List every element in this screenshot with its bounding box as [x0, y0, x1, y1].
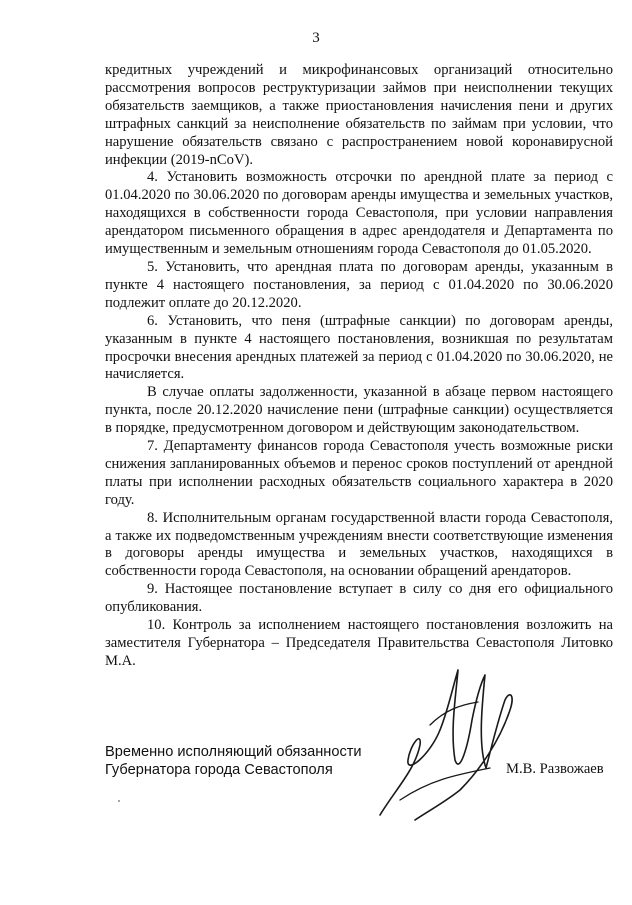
paragraph-item-5: 5. Установить, что арендная плата по договорам аренды, указанным в пункте 4 настоящего постановления, за период с 01.04.2020 по 30.06.2020 подлежит оплате до 20.12.2020. — [105, 258, 613, 311]
paragraph-item-4: 4. Установить возможность отсрочки по арендной плате за период с 01.04.2020 по 30.06.2020 по договорам аренды имущества и земельных участков, находящихся в собственности города Севастополя, при условии направления арендатором письменного обращения в адрес арендодателя и Департамента по имущественным и земельным отношениям города Севастополя до 01.05.2020. — [105, 169, 613, 258]
signatory-title-line1: Временно исполняющий обязанности — [105, 744, 362, 760]
document-body — [105, 62, 613, 671]
signatory-name: М.В. Развожаев — [506, 761, 604, 777]
paragraph-item-8: 8. Исполнительным органам государственной власти города Севастополя, а также их подведомственным учреждениям внести соответствующие изменения в договоры аренды имущества и земельных участков, находящихся в собственности города Севастополя, на основании обращений арендаторов. — [105, 509, 613, 580]
scan-speck — [118, 800, 120, 802]
page-number: 3 — [312, 30, 320, 46]
paragraph-item-7: 7. Департаменту финансов города Севастополя учесть возможные риски снижения запланированных объемов и перенос сроков поступлений от арендной платы при исполнении расходных обязательств социального характера в 2020 году. — [105, 438, 613, 508]
paragraph-item-6: 6. Установить, что пеня (штрафные санкции) по договорам аренды, указанным в пункте 4 настоящего постановления, возникшая по результатам просрочки внесения арендных платежей за период с 01.04.2020 по 30.06.2020, не начисляется. — [105, 312, 613, 383]
paragraph-continuation: кредитных учреждений и микрофинансовых организаций относительно рассмотрения вопросов реструктуризации займов при неисполнении текущих обязательств заемщиков, а также приостановления начисления пени и других штрафных санкций за неисполнение обязательств по займам при условии, что нарушение обязательств связано с распространением новой коронавирусной инфекции (2019-nCoV). — [105, 62, 613, 168]
paragraph-item-10: 10. Контроль за исполнением настоящего постановления возложить на заместителя Губернатора – Председателя Правительства Севастополя Литовко М.А. — [105, 617, 613, 669]
handwritten-signature — [360, 650, 550, 840]
paragraph-item-9: 9. Настоящее постановление вступает в силу со дня его официального опубликования. — [105, 581, 613, 616]
signatory-title-line2: Губернатора города Севастополя — [105, 762, 333, 778]
paragraph-item-6-second: В случае оплаты задолженности, указанной в абзаце первом настоящего пункта, после 20.12.2020 начисление пени (штрафные санкции) осуществляется в порядке, предусмотренном договором и действующим законодательством. — [105, 384, 613, 437]
